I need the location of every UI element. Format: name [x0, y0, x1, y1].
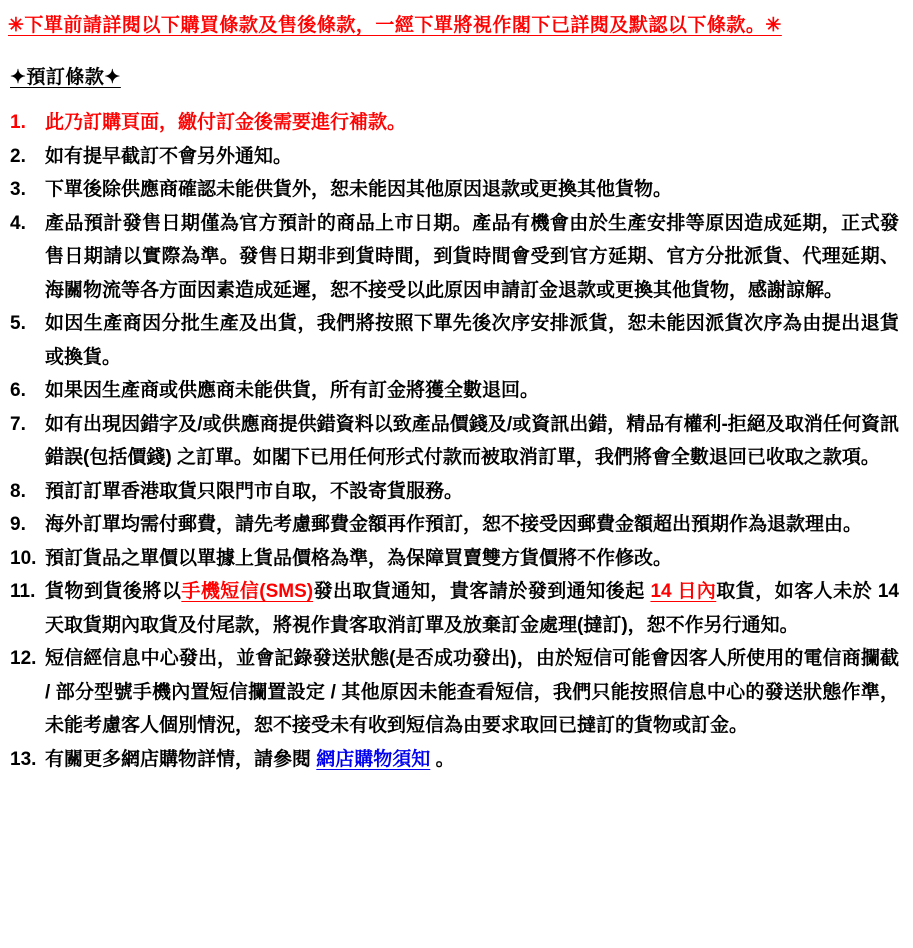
term-segment: 預訂訂單香港取貨只限門市自取，不設寄貨服務。 [45, 480, 464, 502]
term-item-6 [8, 374, 899, 408]
term-segment: 取貨，如客人未於 14 天取貨期內取貨及付尾款，將視作貴客取消訂單及放棄訂金處理(撻訂)，恕不作另行通知。 [45, 581, 899, 636]
term-number: 6. [10, 380, 26, 401]
term-item-7 [8, 408, 899, 475]
term-item-3 [8, 173, 899, 207]
term-text [45, 475, 899, 509]
term-number: 7. [10, 413, 26, 435]
term-text [45, 508, 899, 542]
term-item-13 [8, 743, 899, 777]
term-text [45, 140, 899, 174]
term-item-10 [8, 542, 899, 576]
term-number: 8. [10, 480, 26, 502]
term-segment: 有關更多網店購物詳情，請參閱 [45, 748, 317, 770]
term-text [45, 743, 899, 777]
term-segment: 如有提早截訂不會另外通知。 [45, 145, 293, 167]
section-heading-preorder-terms: ✦預訂條款✦ [10, 67, 121, 88]
term-segment: 產品預計發售日期僅為官方預計的商品上市日期。產品有機會由於生產安排等原因造成延期，正式發售日期請以實際為準。發售日期非到貨時間，到貨時間會受到官方延期、官方分批派貨、代理延期、海關物流等各方面因素造成延遲，恕不接受以此原因申請訂金退款或更換其他貨物，感謝諒解。 [45, 212, 899, 301]
term-text [45, 307, 899, 374]
term-item-1 [8, 106, 899, 140]
term-segment: 下單後除供應商確認未能供貨外，恕未能因其他原因退款或更換其他貨物。 [45, 179, 673, 200]
pre-order-warning-notice: ✳下單前請詳閱以下購買條款及售後條款，一經下單將視作閣下已詳閱及默認以下條款。✳ [8, 15, 782, 36]
term-item-9 [8, 508, 899, 542]
term-segment: 短信經信息中心發出，並會記錄發送狀態(是否成功發出)，由於短信可能會因客人所使用的電信商攔截 / 部分型號手機內置短信攔置設定 / 其他原因未能查看短信，我們只能按照信息中心的發送狀態作準，未能考慮客人個別情況，恕不接受未有收到短信為由要求取回已撻訂的貨物或訂金。 [45, 648, 899, 736]
term-segment: 海外訂單均需付郵費，請先考慮郵費金額再作預訂，恕不接受因郵費金額超出預期作為退款理由。 [45, 514, 863, 535]
term-text [45, 642, 899, 743]
term-text [45, 173, 899, 207]
term-item-4 [8, 207, 899, 308]
highlighted-term: 手機短信(SMS) [181, 581, 314, 602]
term-segment: 。 [430, 748, 455, 770]
term-number: 13. [10, 748, 37, 770]
term-number: 9. [10, 514, 26, 535]
term-item-5 [8, 307, 899, 374]
term-segment: 如果因生產商或供應商未能供貨，所有訂金將獲全數退回。 [45, 380, 540, 401]
term-segment: 發出取貨通知，貴客請於發到通知後起 [313, 581, 651, 602]
term-item-8 [8, 475, 899, 509]
term-item-12 [8, 642, 899, 743]
term-item-2 [8, 140, 899, 174]
highlighted-term: 14 日內 [650, 581, 717, 602]
term-segment: 如有出現因錯字及/或供應商提供錯資料以致產品價錢及/或資訊出錯，精品有權利-拒絕及取消任何資訊錯誤(包括價錢) 之訂單。如閣下已用任何形式付款而被取消訂單，我們將會全數退回已收取之款項。 [45, 413, 899, 468]
term-number: 1. [10, 112, 26, 133]
term-segment: 預訂貨品之單價以單據上貨品價格為準，為保障買賣雙方貨價將不作修改。 [45, 547, 673, 569]
term-number: 10. [10, 547, 37, 569]
term-text [45, 374, 899, 408]
term-number: 4. [10, 212, 26, 234]
term-text [45, 408, 899, 475]
term-text [45, 207, 899, 308]
term-text [45, 106, 899, 140]
term-number: 11. [10, 581, 36, 602]
term-number: 5. [10, 313, 26, 334]
term-segment: 此乃訂購頁面，繳付訂金後需要進行補款。 [45, 112, 407, 133]
term-segment: 貨物到貨後將以 [45, 581, 182, 602]
shop-guide-link[interactable]: 網店購物須知 [316, 748, 431, 770]
term-item-11 [8, 575, 899, 642]
term-number: 3. [10, 179, 26, 200]
term-text [45, 575, 899, 642]
term-number: 12. [10, 648, 37, 669]
terms-list [8, 106, 899, 776]
term-segment: 如因生產商因分批生產及出貨，我們將按照下單先後次序安排派貨，恕未能因派貨次序為由提出退貨或換貨。 [45, 313, 899, 368]
term-number: 2. [10, 145, 26, 167]
term-text [45, 542, 899, 576]
